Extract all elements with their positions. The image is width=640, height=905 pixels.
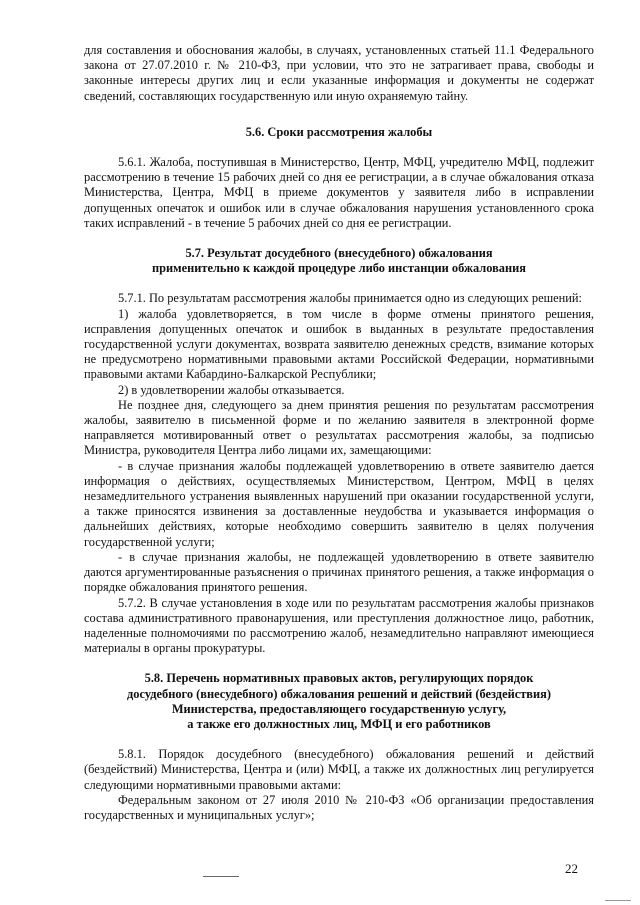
paragraph-item-1: 1) жалоба удовлетворяется, в том числе в форме отмены принятого решения, исправления допущенных опечаток и ошибок в выданных в результате предоставления государственной услуги документах, возврата заявителю денежных средств, взимание которых не предусмотрено нормативными правовыми актами Российской Федерации, нормативными правовыми актами Кабардино-Балкарской Республики;: [84, 306, 594, 382]
heading-5-6: 5.6. Сроки рассмотрения жалобы: [245, 124, 433, 139]
heading-5-8-line1: 5.8. Перечень нормативных правовых актов, регулирующих порядок: [144, 671, 534, 686]
paragraph-item-2: 2) в удовлетворении жалобы отказывается.: [118, 382, 345, 397]
paragraph-response-deadline: Не позднее дня, следующего за днем принятия решения по результатам рассмотрения жалобы, заявителю в письменной форме и по желанию заявителя в электронной форме направляется мотивированный ответ о результатах рассмотрения жалобы, за подписью Министра, руководителя Центра либо лицами их, замещающими:: [84, 397, 594, 458]
scan-artifact-line: [605, 900, 631, 901]
paragraph-federal-law: Федеральным законом от 27 июля 2010 № 210-ФЗ «Об организации предоставления государственных и муниципальных услуг»;: [84, 792, 594, 822]
heading-5-8-line2: досудебного (внесудебного) обжалования решений и действий (бездействия): [127, 686, 551, 701]
heading-5-8-line3: Министерства, предоставляющего государственную услугу,: [171, 701, 507, 716]
page-number: 22: [565, 861, 578, 876]
heading-5-7-line2: применительно к каждой процедуре либо инстанции обжалования: [152, 261, 526, 276]
paragraph-intro: для составления и обоснования жалобы, в случаях, установленных статьей 11.1 Федерального закона от 27.07.2010 г. № 210-ФЗ, при условии, что это не затрагивает права, свободы и законные интересы других лиц и если указанные информация и документы не содержат сведений, составляющих государственную или иную охраняемую тайну.: [84, 43, 594, 103]
heading-5-7-line1: 5.7. Результат досудебного (внесудебного) обжалования: [185, 246, 493, 261]
paragraph-5-8-1: 5.8.1. Порядок досудебного (внесудебного) обжалования решений и действий (бездействий) Министерства, Центра и (или) МФЦ, а также их должностных лиц регулируется следующими нормативными правовыми актами:: [84, 747, 594, 792]
paragraph-case-rejected: - в случае признания жалобы, не подлежащей удовлетворению в ответе заявителю даются аргументированные разъяснения о причинах принятого решения, а также информация о порядке обжалования принятого решения.: [84, 549, 594, 595]
paragraph-5-7-1: 5.7.1. По результатам рассмотрения жалобы принимается одно из следующих решений:: [118, 291, 582, 306]
paragraph-5-6-1: 5.6.1. Жалоба, поступившая в Министерство, Центр, МФЦ, учредителю МФЦ, подлежит рассмотрению в течение 15 рабочих дней со дня ее регистрации, а в случае обжалования отказа Министерства, Центра, МФЦ в приеме документов у заявителя либо в исправлении допущенных опечаток и ошибок или в случае обжалования нарушения установленного срока таких исправлений - в течение 5 рабочих дней со дня ее регистрации.: [84, 155, 594, 230]
heading-5-8-line4: а также его должностных лиц, МФЦ и его работников: [187, 716, 491, 731]
paragraph-5-7-2: 5.7.2. В случае установления в ходе или по результатам рассмотрения жалобы признаков состава административного правонарушения, или преступления должностное лицо, работник, наделенные полномочиями по рассмотрению жалоб, незамедлительно направляют имеющиеся материалы в органы прокуратуры.: [84, 595, 594, 656]
footer-divider: [203, 876, 239, 877]
paragraph-case-satisfied: - в случае признания жалобы подлежащей удовлетворению в ответе заявителю дается информация о действиях, осуществляемых Министерством, Центром, МФЦ в целях незамедлительного устранения выявленных нарушений при оказании государственной услуги, а также приносятся извинения за доставленные неудобства и указывается информация о дальнейших действиях, которые необходимо совершить заявителю в целях получения государственной услуги;: [84, 458, 594, 549]
document-page: [84, 43, 594, 823]
